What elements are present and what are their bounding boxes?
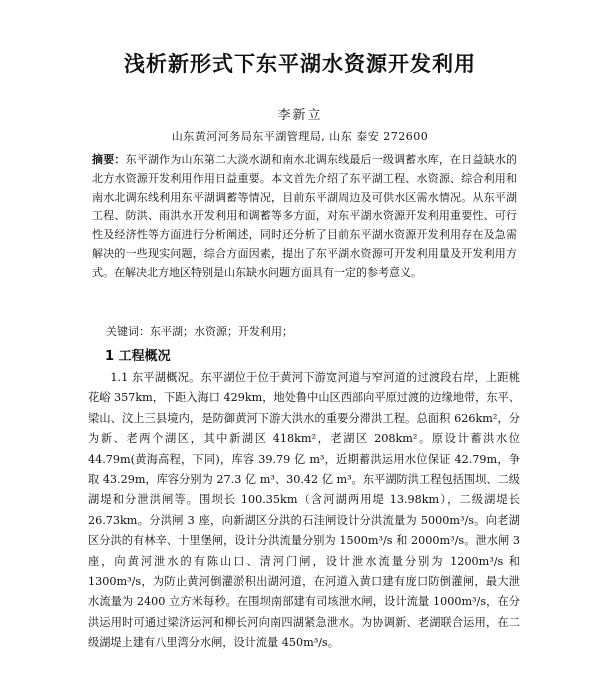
body-text (88, 368, 520, 654)
abstract-text: 东平湖作为山东第二大淡水湖和南水北调东线最后一级调蓄水库，在日益缺水的北方水资源开发利用作用日益重要。本文首先介绍了东平湖工程、水资源、综合利用和南水北调东线利用东平湖调蓄等情况，目前东平湖周边及可供水区需水情况。从东平湖工程、防洪、雨洪水开发利用和调蓄等多方面，对东平湖水资源开发利用重要性、可行性及经济性等方面进行分析阐述，同时还分析了目前东平湖水资源开发利用存在及急需解决的一些现实问题，综合方面因素，提出了东平湖水资源可开发利用量及开发利用方式。在解决北方地区特别是山东缺水问题方面具有一定的参考意义。 (92, 153, 518, 279)
author-name: 李新立 (277, 108, 323, 123)
abstract (92, 151, 517, 283)
keywords: 关键词：东平湖；水资源；开发利用； (106, 325, 293, 338)
author-affiliation: 山东黄河河务局东平湖管理局, 山东 泰安 272600 (171, 130, 429, 143)
section-heading: 1 工程概况 (105, 349, 171, 364)
body-paragraph: 1.1 东平湖概况。东平湖位于位于黄河下游宽河道与窄河道的过渡段右岸，上距桃花峪 357km，下距入海口 429km，地处鲁中山区西部向平原过渡的边缘地带，东平、梁山、汶上三县境内，是防御黄河下游大洪水的重要分滞洪工程。总面积 626km²，分为新、老两个湖区，其中新湖区 418km²，老湖区 208km²。原设计蓄洪水位 44.79m(黄海高程，下同)，库容 39.79 亿 m³，近期蓄洪运用水位保证 42.79m，争取 43.29m，库容分别为 27.3 亿 m³、30.42 亿 m³。东平湖防洪工程包括围坝、二级湖堤和分泄洪闸等。围坝长 100.35km（含河湖两用堤 13.98km），二级湖堤长 26.73km。分洪闸 3 座，向新湖区分洪的石洼闸设计分洪流量为 5000m³/s。向老湖区分洪的有林辛、十里堡闸，设计分洪流量分别为 1500m³/s 和 2000m³/s。泄水闸 3 座，向黄河泄水的有陈山口、清河门闸，设计泄水流量分别为 1200m³/s 和 1300m³/s，为防止黄河倒灌淤积出湖河道，在河道入黄口建有庞口防倒灌闸，最大泄水流量为 2400 立方米每秒。在围坝南部建有司垓泄水闸，设计流量 1000m³/s，在分洪运用时可通过梁济运河和柳长河向南四湖紧急泄水。为协调新、老湖联合运用，在二级湖堤上建有八里湾分水闸，设计流量 450m³/s。 (88, 371, 520, 650)
abstract-label: 摘要： (92, 153, 126, 166)
paper-title: 浅析新形式下东平湖水资源开发利用 (124, 52, 476, 76)
